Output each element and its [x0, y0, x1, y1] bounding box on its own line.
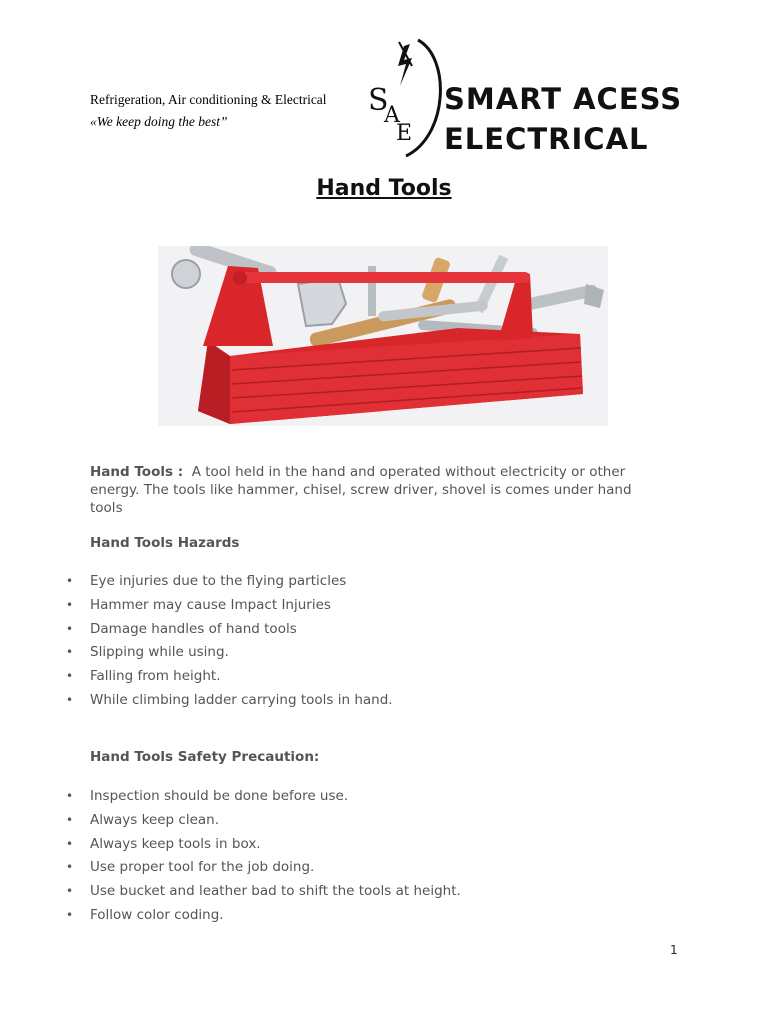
list-item-text: Eye injuries due to the flying particles	[90, 573, 347, 589]
list-item-text: Use bucket and leather bad to shift the tools at height.	[90, 883, 461, 900]
header-tagline	[90, 92, 327, 130]
toolbox-handle	[240, 272, 530, 283]
bullet-icon: •	[66, 812, 74, 827]
hazards-list	[0, 570, 700, 713]
bullet-icon: •	[66, 836, 74, 851]
intro-term: Hand Tools :	[90, 464, 184, 480]
logo-line-1: SMART ACESS	[444, 82, 683, 116]
list-item-text: Hammer may cause Impact Injuries	[90, 596, 331, 613]
list-item-text: Always keep tools in box.	[90, 835, 261, 852]
list-item	[0, 570, 700, 594]
motto-line: «We keep doing the best”	[90, 114, 228, 129]
company-logo	[366, 36, 686, 160]
list-item	[0, 641, 700, 665]
logo-monogram-emblem	[366, 36, 446, 160]
intro-definition: A tool held in the hand and operated without electricity or other energy. The tools like hammer, chisel, screw driver, shovel is comes under hand tools	[90, 464, 632, 516]
bullet-icon: •	[66, 669, 74, 684]
logo-monogram-a: A	[384, 103, 400, 128]
list-item-text: Use proper tool for the job doing.	[90, 859, 315, 876]
precautions-list	[0, 785, 700, 928]
list-item	[0, 665, 700, 689]
bullet-icon: •	[66, 884, 74, 899]
list-item	[0, 809, 700, 833]
list-item-text: Inspection should be done before use.	[90, 788, 349, 804]
list-item	[0, 594, 700, 618]
list-item	[0, 904, 700, 928]
logo-monogram-s: S	[368, 83, 389, 118]
list-item	[0, 785, 700, 809]
logo-line-2: ELECTRICAL	[444, 122, 649, 156]
list-item	[0, 856, 700, 880]
page-title: Hand Tools	[316, 176, 452, 201]
bullet-icon: •	[66, 645, 74, 660]
bullet-icon: •	[66, 860, 74, 875]
bullet-icon: •	[66, 789, 74, 803]
list-item-text: Slipping while using.	[90, 644, 229, 661]
bullet-icon: •	[66, 692, 74, 707]
intro-paragraph	[90, 463, 660, 517]
bullet-icon: •	[66, 597, 74, 612]
list-item-text: Follow color coding.	[90, 906, 224, 923]
logo-monogram-e: E	[396, 121, 413, 146]
bullet-icon: •	[66, 907, 74, 922]
lightning-bolt-icon	[398, 44, 412, 86]
page-number: 1	[670, 943, 678, 957]
list-item-text: While climbing ladder carrying tools in hand.	[90, 691, 393, 708]
bullet-icon: •	[66, 621, 74, 636]
toolbox-image	[158, 246, 608, 426]
list-item	[0, 689, 700, 713]
list-item	[0, 618, 700, 642]
list-item-text: Falling from height.	[90, 668, 221, 685]
bullet-icon: •	[66, 574, 74, 588]
company-line: Refrigeration, Air conditioning & Electrical	[90, 92, 327, 107]
precautions-heading: Hand Tools Safety Precaution:	[90, 749, 320, 765]
list-item-text: Always keep clean.	[90, 811, 220, 828]
list-item	[0, 880, 700, 904]
list-item	[0, 833, 700, 857]
hazards-heading: Hand Tools Hazards	[90, 535, 240, 551]
list-item-text: Damage handles of hand tools	[90, 620, 297, 637]
